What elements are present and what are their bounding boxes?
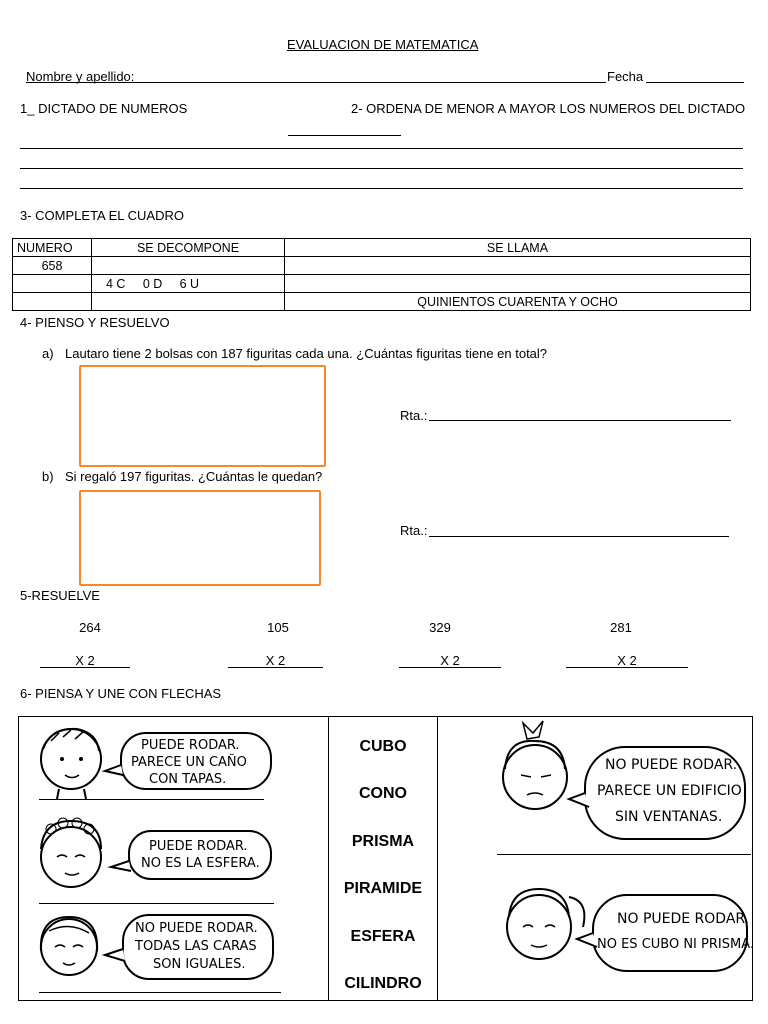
table-cell[interactable] [285, 275, 751, 293]
shape-option-esfera[interactable]: ESFERA [350, 928, 416, 945]
table-cell[interactable] [92, 257, 285, 275]
clue-line: CON TAPAS. [149, 772, 227, 787]
clue-line: PARECE UN CAÑO [131, 755, 247, 770]
date-line[interactable] [646, 82, 744, 83]
problem-a-marker: a) [42, 346, 54, 361]
boy-curly-face-icon [29, 811, 279, 897]
header-cell: SE LLAMA [285, 239, 751, 257]
clue-card-left-2[interactable] [29, 811, 279, 897]
operation-number: 281 [610, 620, 632, 635]
shape-option-prisma[interactable]: PRISMA [351, 833, 415, 850]
operation-multiplier: X 2 [617, 653, 637, 668]
operation-line [228, 667, 323, 668]
section2-title: 2- ORDENA DE MENOR A MAYOR LOS NUMEROS DEL DICTADO [351, 101, 746, 116]
table-cell[interactable] [92, 293, 285, 311]
section5-title: 5-RESUELVE [20, 588, 100, 603]
clue-card-left-3[interactable] [29, 907, 279, 987]
shape-option-cilindro[interactable]: CILINDRO [344, 975, 422, 992]
column-divider [437, 717, 438, 1000]
operation-number: 329 [429, 620, 451, 635]
operation-multiplier: X 2 [440, 653, 460, 668]
shape-option-cubo[interactable]: CUBO [359, 738, 407, 755]
clue-line: NO PUEDE RODAR. [135, 921, 258, 936]
date-label: Fecha [607, 69, 644, 84]
clue-line: SIN VENTANAS. [615, 809, 723, 825]
divider-line [497, 854, 751, 855]
clue-card-right-1[interactable] [493, 717, 751, 851]
operation-multiplier: X 2 [75, 653, 95, 668]
table-cell[interactable] [13, 293, 92, 311]
shape-option-cono[interactable]: CONO [359, 785, 407, 802]
section6-title: 6- PIENSA Y UNE CON FLECHAS [20, 686, 222, 701]
clue-line: NO PUEDE RODAR. [605, 757, 738, 773]
header-cell: SE DECOMPONE [92, 239, 285, 257]
clue-line: SON IGUALES. [153, 957, 246, 972]
operation-number: 264 [79, 620, 101, 635]
clue-card-right-2[interactable] [493, 867, 754, 987]
section1-title: 1_ DICTADO DE NUMEROS [20, 101, 188, 116]
operation-number: 105 [267, 620, 289, 635]
clue-line: PUEDE RODAR. [149, 839, 248, 854]
header-cell: NUMERO [13, 239, 92, 257]
clue-card-left-1[interactable] [29, 719, 279, 801]
dictation-line-short[interactable] [288, 135, 401, 136]
operation-line [40, 667, 130, 668]
clue-line: TODAS LAS CARAS [135, 939, 257, 954]
dictation-line-2[interactable] [20, 168, 743, 169]
problem-b-answer-label: Rta.: [400, 523, 428, 538]
clue-line: NO PUEDE RODAR. [617, 911, 750, 927]
shape-option-piramide[interactable]: PIRAMIDE [343, 880, 423, 897]
divider-line [39, 903, 274, 904]
divider-line [39, 799, 264, 800]
dictation-line-1[interactable] [20, 148, 743, 149]
operation-line [399, 667, 501, 668]
divider-line [39, 992, 281, 993]
matching-area [18, 716, 753, 1001]
clue-line: PARECE UN EDIFICIO [597, 783, 742, 799]
name-line[interactable] [26, 82, 606, 83]
problem-a-workbox[interactable] [79, 365, 326, 467]
clue-line: PUEDE RODAR. [141, 738, 240, 753]
name-label: Nombre y apellido: [26, 69, 135, 84]
table-row [13, 275, 751, 293]
table-cell: QUINIENTOS CUARENTA Y OCHO [285, 293, 751, 311]
page-title: EVALUACION DE MATEMATICA [287, 37, 479, 52]
table-cell: 658 [13, 257, 92, 275]
operation-multiplier: X 2 [265, 653, 286, 668]
clue-line: NO ES CUBO NI PRISMA. [597, 937, 754, 952]
table-row [13, 257, 751, 275]
section3-title: 3- COMPLETA EL CUADRO [20, 208, 184, 223]
section4-title: 4- PIENSO Y RESUELVO [20, 315, 170, 330]
clue-line: NO ES LA ESFERA. [141, 856, 260, 871]
operation-line [566, 667, 688, 668]
girl-ponytail-face-icon [493, 867, 751, 987]
table-cell[interactable] [285, 257, 751, 275]
table-cell: 4 C 0 D 6 U [92, 275, 285, 293]
dictation-line-3[interactable] [20, 188, 743, 189]
problem-a-answer-label: Rta.: [400, 408, 428, 423]
column-divider [328, 717, 329, 1000]
problem-a-answer-line[interactable] [429, 420, 731, 421]
problem-b-answer-line[interactable] [429, 536, 729, 537]
table-row [13, 293, 751, 311]
table-header-row [13, 239, 751, 257]
complete-table [12, 238, 751, 311]
problem-b-marker: b) [42, 469, 54, 484]
problem-a-text: Lautaro tiene 2 bolsas con 187 figuritas cada una. ¿Cuántas figuritas tiene en total? [65, 346, 548, 361]
problem-b-workbox[interactable] [79, 490, 321, 586]
table-cell[interactable] [13, 275, 92, 293]
problem-b-text: Si regaló 197 figuritas. ¿Cuántas le quedan? [65, 469, 323, 484]
